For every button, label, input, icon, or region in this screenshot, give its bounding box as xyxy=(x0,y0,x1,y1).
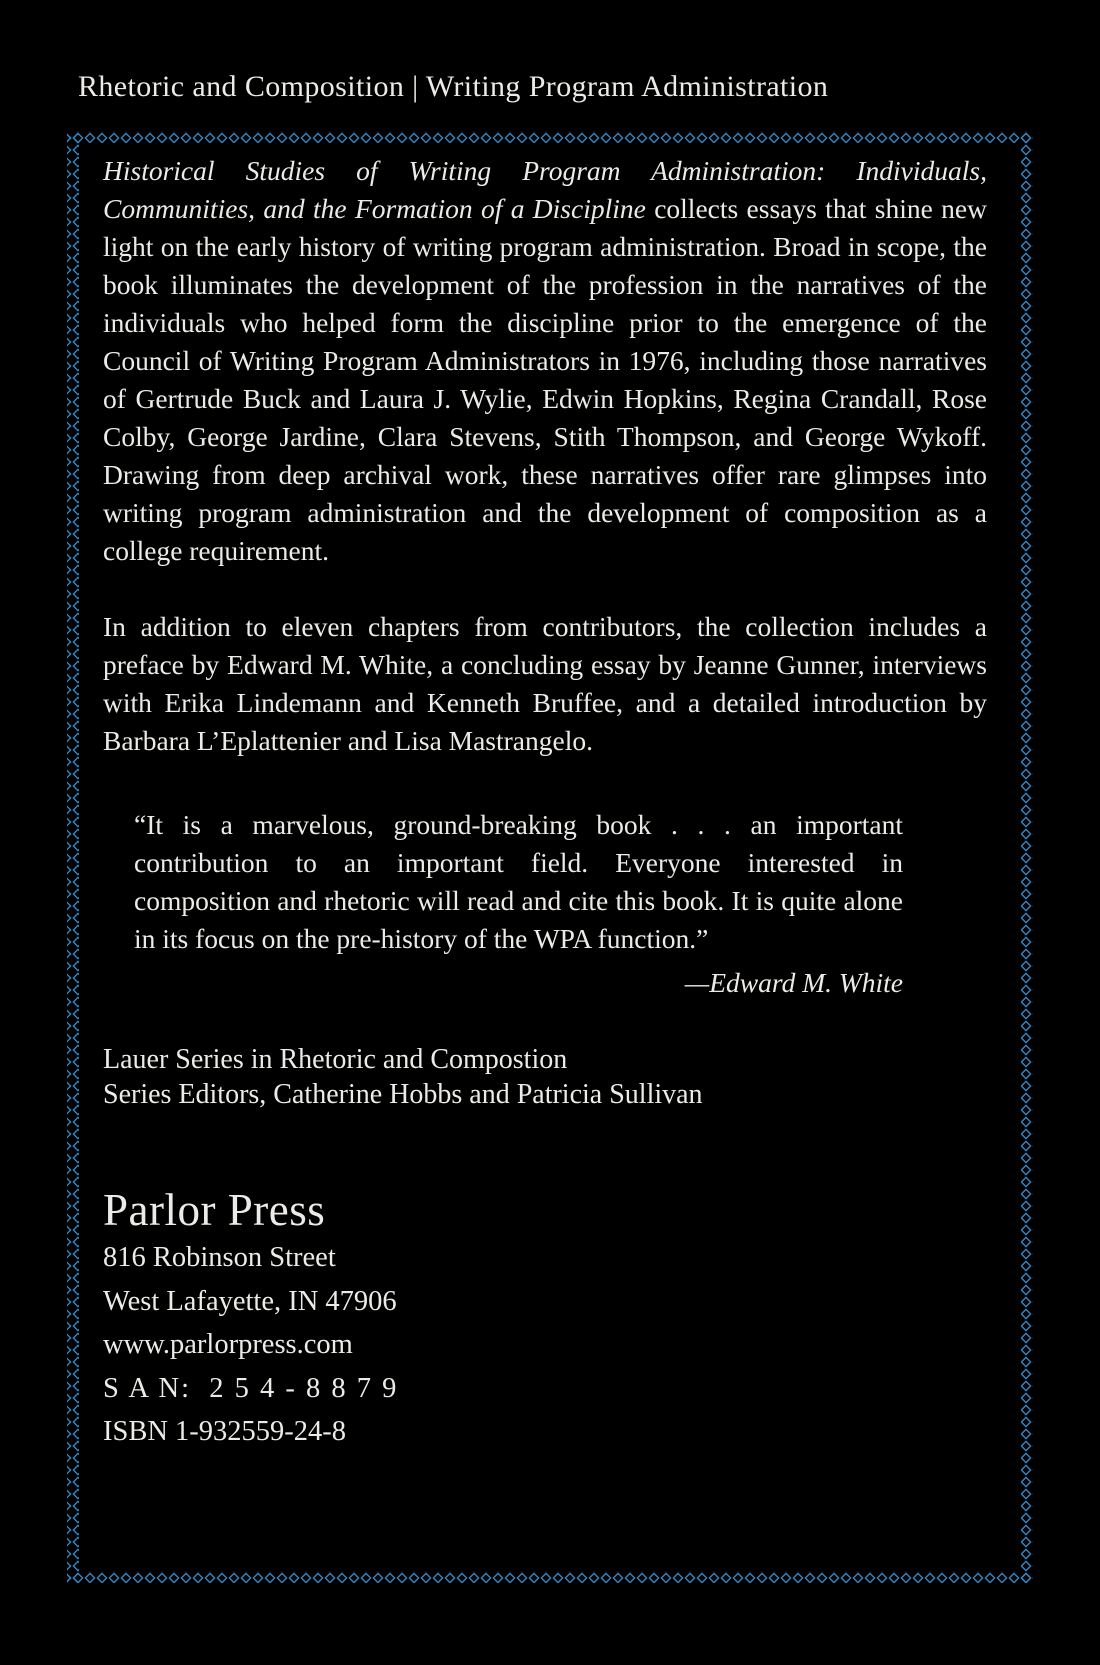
border-right-edge xyxy=(1021,131,1033,1583)
border-top-edge xyxy=(67,131,1033,143)
cover-content xyxy=(103,152,987,1454)
series-editors: Series Editors, Catherine Hobbs and Patricia Sullivan xyxy=(103,1079,703,1110)
border-left-edge xyxy=(67,131,79,1583)
category-line: Rhetoric and Composition | Writing Program Administration xyxy=(78,70,829,103)
blurb-paragraph-1 xyxy=(103,152,987,570)
series-info xyxy=(103,1042,987,1112)
review-quote-block xyxy=(134,806,903,1002)
publisher-block xyxy=(103,1184,987,1454)
review-quote: “It is a marvelous, ground-breaking book . . . an important contribution to an important field. Everyone interested in composition and rhetoric will read and cite this book. It is quite alone in its focus on the pre-history of the WPA function.” xyxy=(134,809,903,954)
publisher-name: Parlor Press xyxy=(103,1185,326,1235)
book-title: Historical Studies of Writing Program Administration: Individuals, Communities, and the Formation of a Discipline xyxy=(103,155,987,224)
publisher-city: West Lafayette, IN 47906 xyxy=(103,1285,397,1317)
publisher-san: S A N: 2 5 4 - 8 8 7 9 xyxy=(103,1372,399,1404)
blurb-paragraph-1-rest: collects essays that shine new light on the early history of writing program administration. Broad in scope, the book illuminates the development of the profession in the narratives of the individuals who helped form the discipline prior to the emergence of the Council of Writing Program Administrators in 1976, including those narratives of Gertrude Buck and Laura J. Wylie, Edwin Hopkins, Regina Crandall, Rose Colby, George Jardine, Clara Stevens, Stith Thompson, and George Wykoff. Drawing from deep archival work, these narratives offer rare glimpses into writing program administration and the development of composition as a college requirement. xyxy=(103,193,987,566)
quote-attribution: —Edward M. White xyxy=(684,967,903,998)
publisher-street: 816 Robinson Street xyxy=(103,1242,336,1273)
blurb-paragraph-2: In addition to eleven chapters from contributors, the collection includes a preface by Edward M. White, a concluding essay by Jeanne Gunner, interviews with Erika Lindemann and Kenneth Bruffee, and a detailed introduction by Barbara L’Eplattenier and Lisa Mastrangelo. xyxy=(103,611,987,756)
border-bottom-edge xyxy=(67,1571,1033,1583)
publisher-isbn: ISBN 1-932559-24-8 xyxy=(103,1416,347,1447)
publisher-website: www.parlorpress.com xyxy=(103,1329,353,1360)
series-title: Lauer Series in Rhetoric and Compostion xyxy=(103,1044,568,1075)
